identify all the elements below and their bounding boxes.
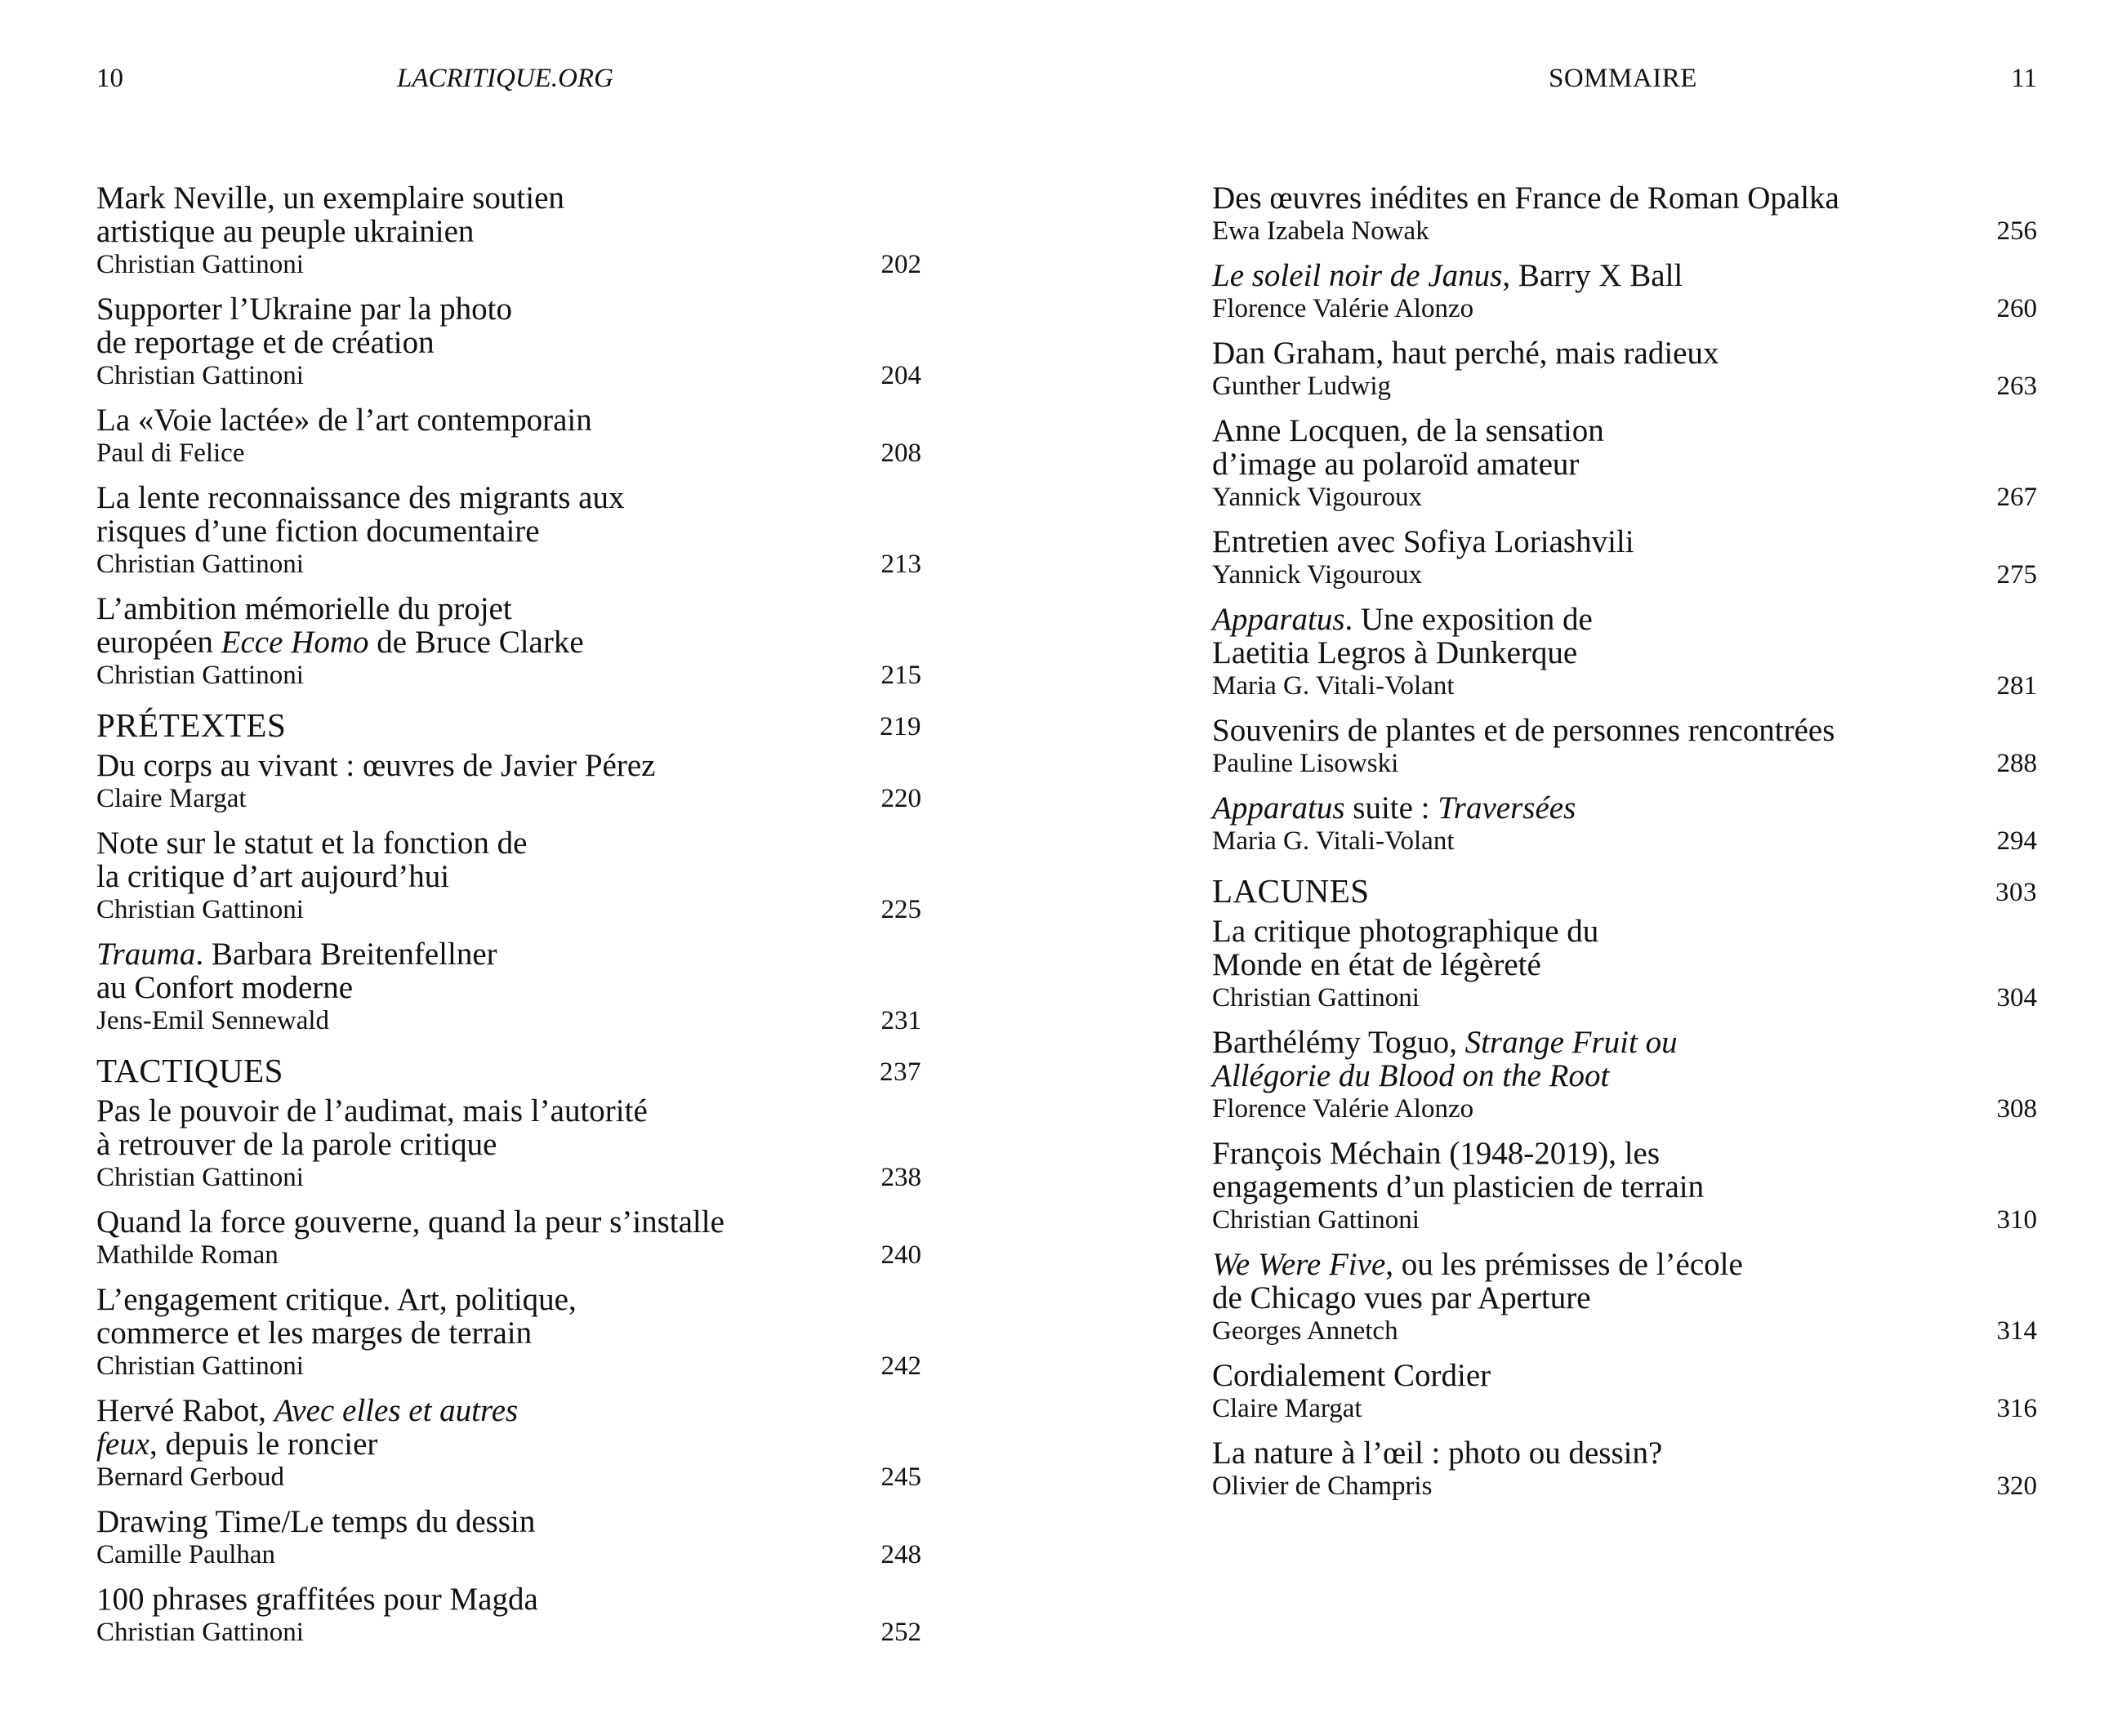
entry-author: Maria G. Vitali-Volant — [1212, 826, 1455, 856]
entry-title-line: Monde en état de légèreté — [1212, 947, 1541, 982]
entry-title — [1212, 603, 1898, 670]
toc-entry — [1212, 714, 2037, 780]
entry-title-line: Cordialement Cordier — [1212, 1358, 1491, 1393]
entry-title-line: Supporter l’Ukraine par la photo — [96, 292, 513, 327]
toc-entry — [96, 403, 921, 470]
entry-title-line: Barthélémy Toguo, Strange Fruit ou — [1212, 1025, 1678, 1060]
entry-meta — [96, 659, 921, 692]
entry-title — [1212, 181, 1898, 215]
entry-page-number: 304 — [1996, 983, 2037, 1013]
toc-entry — [1212, 603, 2037, 702]
entry-title — [96, 937, 782, 1004]
section-page-number: 303 — [1995, 878, 2037, 907]
entry-page-number: 213 — [880, 550, 921, 579]
entry-meta — [96, 1616, 921, 1649]
entry-author: Christian Gattinoni — [96, 1618, 304, 1647]
entry-meta — [96, 248, 921, 281]
page-number-left: 10 — [96, 64, 123, 93]
entry-page-number: 275 — [1996, 560, 2037, 590]
entry-title-line: Allégorie du Blood on the Root — [1212, 1058, 1610, 1093]
entry-title — [1212, 1026, 1898, 1093]
running-head-title-right: SOMMAIRE — [1549, 64, 1697, 93]
entry-meta — [1212, 1315, 2037, 1347]
entry-page-number: 225 — [880, 895, 921, 924]
entry-title-line: Des œuvres inédites en France de Roman Opalka — [1212, 180, 1839, 216]
toc-entry — [96, 749, 921, 815]
entry-title — [96, 592, 782, 659]
entry-meta — [1212, 825, 2037, 857]
entry-page-number: 202 — [880, 250, 921, 279]
entry-title-line: Pas le pouvoir de l’audimat, mais l’autorité — [96, 1093, 648, 1128]
entry-title-line: Le soleil noir de Janus, Barry X Ball — [1212, 258, 1683, 293]
toc-entry — [96, 1394, 921, 1493]
entry-title — [96, 1505, 782, 1538]
entry-author: Pauline Lisowski — [1212, 749, 1399, 778]
toc-entry — [1212, 915, 2037, 1014]
toc-entry — [96, 937, 921, 1037]
running-head-left — [96, 60, 921, 96]
entry-title — [1212, 259, 1898, 292]
entry-author: Bernard Gerboud — [96, 1462, 285, 1492]
entry-page-number: 252 — [880, 1618, 921, 1647]
entry-title-line: La lente reconnaissance des migrants aux — [96, 480, 625, 515]
entry-title-line: Entretien avec Sofiya Loriashvili — [1212, 524, 1634, 559]
table-of-contents-right — [1212, 181, 2037, 1514]
entry-page-number: 294 — [1996, 826, 2037, 856]
entry-meta — [96, 893, 921, 926]
entry-page-number: 281 — [1996, 671, 2037, 701]
entry-title — [96, 292, 782, 359]
entry-page-number: 240 — [880, 1240, 921, 1270]
entry-title-line: Note sur le statut et la fonction de — [96, 826, 528, 861]
entry-author: Christian Gattinoni — [1212, 983, 1420, 1013]
entry-author: Olivier de Champris — [1212, 1471, 1433, 1501]
toc-entry — [1212, 1026, 2037, 1125]
entry-meta — [1212, 215, 2037, 247]
left-page — [96, 0, 921, 1736]
toc-entry — [96, 481, 921, 581]
entry-author: Christian Gattinoni — [1212, 1205, 1420, 1235]
entry-title-line: au Confort moderne — [96, 970, 354, 1005]
entry-title-line: 100 phrases graffitées pour Magda — [96, 1582, 538, 1617]
entry-meta — [1212, 370, 2037, 403]
entry-author: Yannick Vigouroux — [1212, 560, 1423, 590]
entry-title — [96, 749, 782, 782]
entry-author: Maria G. Vitali-Volant — [1212, 671, 1455, 701]
entry-title — [96, 1205, 782, 1239]
entry-meta — [1212, 481, 2037, 514]
entry-author: Florence Valérie Alonzo — [1212, 294, 1474, 323]
entry-title — [96, 1283, 782, 1350]
entry-author: Christian Gattinoni — [96, 550, 304, 579]
toc-entry — [1212, 1359, 2037, 1425]
entry-page-number: 204 — [880, 361, 921, 390]
toc-entry — [96, 181, 921, 281]
toc-entry — [96, 1505, 921, 1571]
entry-title — [1212, 414, 1898, 481]
toc-entry — [96, 1205, 921, 1271]
entry-title-line: Quand la force gouverne, quand la peur s’installe — [96, 1204, 724, 1240]
entry-meta — [1212, 1093, 2037, 1125]
entry-title-line: Trauma. Barbara Breitenfellner — [96, 937, 497, 972]
entry-meta — [96, 1239, 921, 1271]
entry-page-number: 267 — [1996, 483, 2037, 512]
section-title: LACUNES — [1212, 872, 1370, 910]
section-title: TACTIQUES — [96, 1052, 283, 1089]
entry-meta — [96, 1538, 921, 1571]
entry-page-number: 314 — [1996, 1316, 2037, 1346]
entry-meta — [1212, 1470, 2037, 1502]
entry-title — [1212, 915, 1898, 982]
entry-title-line: Apparatus. Une exposition de — [1212, 602, 1593, 637]
toc-entry — [96, 1283, 921, 1382]
entry-meta — [96, 1461, 921, 1493]
entry-title-line: François Méchain (1948-2019), les — [1212, 1136, 1661, 1171]
entry-meta — [96, 548, 921, 581]
entry-author: Christian Gattinoni — [96, 250, 304, 279]
entry-page-number: 310 — [1996, 1205, 2037, 1235]
entry-title — [96, 1582, 782, 1616]
section-heading — [96, 1048, 921, 1093]
entry-meta — [96, 437, 921, 470]
entry-page-number: 316 — [1996, 1394, 2037, 1423]
toc-entry — [1212, 259, 2037, 325]
entry-title — [1212, 525, 1898, 559]
entry-meta — [1212, 292, 2037, 325]
entry-title-line: engagements d’un plasticien de terrain — [1212, 1169, 1705, 1204]
entry-author: Christian Gattinoni — [96, 895, 304, 924]
entry-title — [1212, 1137, 1898, 1204]
toc-entry — [1212, 791, 2037, 857]
entry-meta — [96, 1004, 921, 1037]
entry-author: Ewa Izabela Nowak — [1212, 216, 1429, 246]
toc-entry — [96, 826, 921, 926]
entry-title-line: We Were Five, ou les prémisses de l’école — [1212, 1247, 1743, 1282]
entry-title-line: Du corps au vivant : œuvres de Javier Pérez — [96, 748, 656, 783]
entry-title-line: artistique au peuple ukrainien — [96, 214, 475, 249]
entry-title-line: Anne Locquen, de la sensation — [1212, 413, 1604, 448]
entry-meta — [1212, 747, 2037, 780]
entry-page-number: 208 — [880, 438, 921, 468]
entry-author: Christian Gattinoni — [96, 1163, 304, 1192]
entry-title — [1212, 1436, 1898, 1470]
entry-meta — [1212, 670, 2037, 702]
entry-title — [96, 1394, 782, 1461]
toc-entry — [1212, 1137, 2037, 1236]
entry-title — [96, 481, 782, 548]
entry-page-number: 215 — [880, 661, 921, 690]
entry-title-line: feux, depuis le roncier — [96, 1427, 378, 1462]
entry-title-line: la critique d’art aujourd’hui — [96, 859, 450, 894]
toc-entry — [96, 1582, 921, 1649]
entry-author: Claire Margat — [96, 784, 247, 813]
toc-entry — [1212, 525, 2037, 591]
entry-meta — [96, 1350, 921, 1382]
toc-entry — [1212, 414, 2037, 514]
entry-author: Mathilde Roman — [96, 1240, 279, 1270]
entry-author: Paul di Felice — [96, 438, 245, 468]
entry-author: Claire Margat — [1212, 1394, 1362, 1423]
entry-page-number: 260 — [1996, 294, 2037, 323]
entry-meta — [1212, 559, 2037, 591]
entry-page-number: 220 — [880, 784, 921, 813]
toc-entry — [1212, 181, 2037, 247]
entry-title — [1212, 714, 1898, 747]
page-number-right: 11 — [2011, 64, 2037, 93]
entry-title — [96, 1094, 782, 1161]
entry-meta — [96, 782, 921, 815]
entry-title — [96, 181, 782, 248]
toc-entry — [1212, 1436, 2037, 1502]
entry-title-line: commerce et les marges de terrain — [96, 1315, 533, 1351]
entry-author: Georges Annetch — [1212, 1316, 1398, 1346]
entry-page-number: 288 — [1996, 749, 2037, 778]
entry-page-number: 248 — [880, 1540, 921, 1569]
entry-title-line: L’engagement critique. Art, politique, — [96, 1282, 577, 1317]
right-page — [1212, 0, 2037, 1736]
entry-page-number: 242 — [880, 1351, 921, 1381]
entry-author: Christian Gattinoni — [96, 1351, 304, 1381]
entry-page-number: 320 — [1996, 1471, 2037, 1501]
entry-page-number: 308 — [1996, 1094, 2037, 1124]
running-head-right — [1212, 60, 2037, 96]
entry-author: Jens-Emil Sennewald — [96, 1006, 330, 1035]
entry-title — [1212, 791, 1898, 825]
entry-title — [1212, 1359, 1898, 1392]
entry-title-line: La «Voie lactée» de l’art contemporain — [96, 403, 592, 438]
entry-meta — [1212, 1392, 2037, 1425]
entry-title — [1212, 336, 1898, 370]
toc-entry — [96, 292, 921, 392]
entry-title-line: L’ambition mémorielle du projet — [96, 591, 512, 626]
entry-title-line: Hervé Rabot, Avec elles et autres — [96, 1393, 519, 1428]
entry-author: Christian Gattinoni — [96, 661, 304, 690]
entry-author: Florence Valérie Alonzo — [1212, 1094, 1474, 1124]
running-head-title-left: LACRITIQUE.ORG — [397, 64, 613, 93]
toc-entry — [96, 1094, 921, 1194]
entry-page-number: 238 — [880, 1163, 921, 1192]
entry-title-line: La nature à l’œil : photo ou dessin? — [1212, 1436, 1663, 1471]
entry-page-number: 245 — [880, 1462, 921, 1492]
entry-title-line: La critique photographique du — [1212, 914, 1599, 949]
table-of-contents-left — [96, 181, 921, 1660]
section-page-number: 237 — [880, 1057, 921, 1087]
entry-title-line: européen Ecce Homo de Bruce Clarke — [96, 625, 584, 660]
entry-title — [1212, 1248, 1898, 1315]
entry-title-line: à retrouver de la parole critique — [96, 1127, 497, 1162]
entry-page-number: 256 — [1996, 216, 2037, 246]
entry-title-line: Laetitia Legros à Dunkerque — [1212, 635, 1578, 670]
entry-meta — [1212, 982, 2037, 1014]
entry-title-line: Drawing Time/Le temps du dessin — [96, 1504, 536, 1539]
entry-title-line: de Chicago vues par Aperture — [1212, 1280, 1591, 1315]
section-heading — [1212, 869, 2037, 913]
entry-title-line: Dan Graham, haut perché, mais radieux — [1212, 336, 1719, 371]
entry-title — [96, 826, 782, 893]
section-page-number: 219 — [880, 712, 921, 741]
section-heading — [96, 703, 921, 747]
entry-author: Yannick Vigouroux — [1212, 483, 1423, 512]
entry-title-line: risques d’une fiction documentaire — [96, 514, 540, 549]
entry-title — [96, 403, 782, 437]
toc-entry — [96, 592, 921, 692]
entry-author: Gunther Ludwig — [1212, 372, 1392, 401]
entry-page-number: 263 — [1996, 372, 2037, 401]
entry-meta — [1212, 1204, 2037, 1236]
entry-author: Camille Paulhan — [96, 1540, 276, 1569]
toc-entry — [1212, 336, 2037, 403]
entry-title-line: de reportage et de création — [96, 325, 435, 360]
entry-page-number: 231 — [880, 1006, 921, 1035]
section-title: PRÉTEXTES — [96, 706, 287, 744]
entry-title-line: Mark Neville, un exemplaire soutien — [96, 180, 564, 216]
entry-author: Christian Gattinoni — [96, 361, 304, 390]
entry-meta — [96, 359, 921, 392]
toc-entry — [1212, 1248, 2037, 1347]
entry-meta — [96, 1161, 921, 1194]
entry-title-line: Apparatus suite : Traversées — [1212, 790, 1576, 826]
entry-title-line: Souvenirs de plantes et de personnes rencontrées — [1212, 713, 1835, 748]
entry-title-line: d’image au polaroïd amateur — [1212, 447, 1580, 482]
